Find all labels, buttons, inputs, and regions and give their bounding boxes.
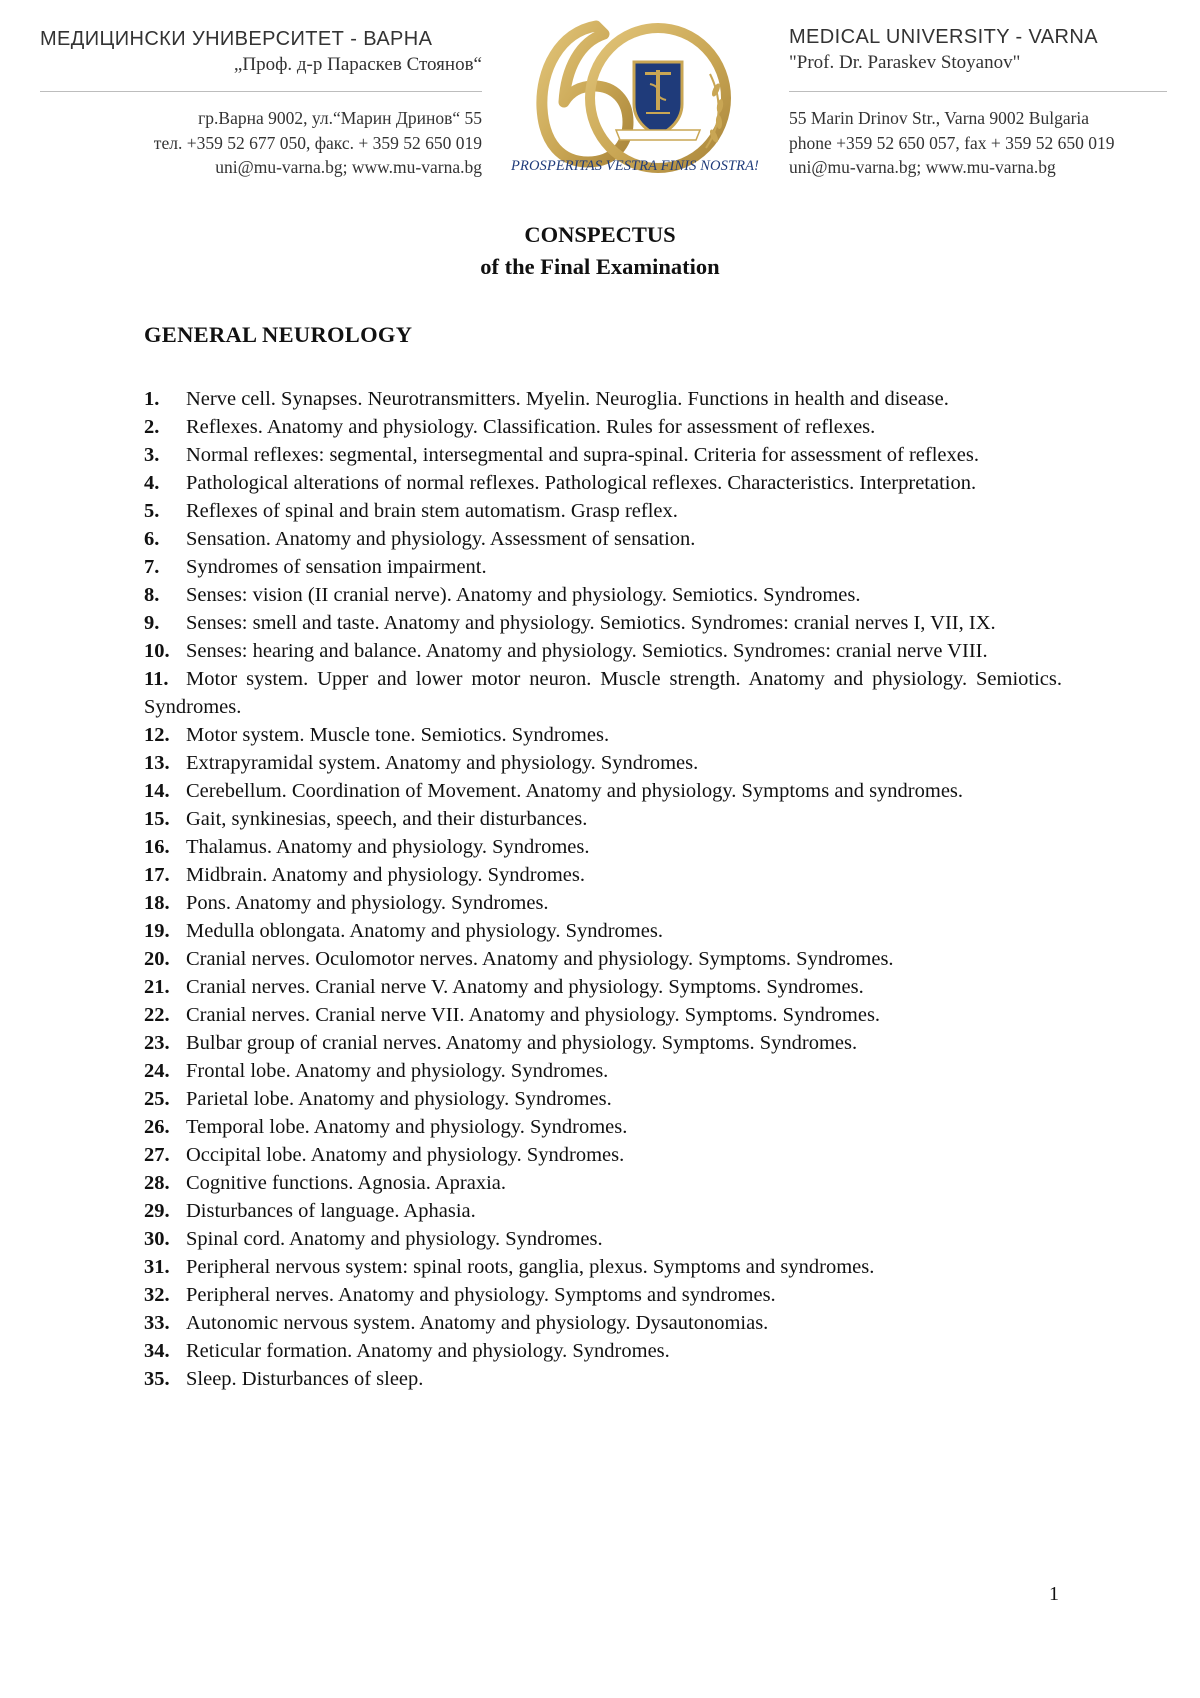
university-name-en: MEDICAL UNIVERSITY - VARNA — [789, 26, 1098, 48]
list-item-number: 15. — [144, 808, 170, 830]
list-item-text: Disturbances of language. Aphasia. — [186, 1200, 476, 1222]
list-item-text: Syndromes of sensation impairment. — [186, 556, 487, 578]
list-item-text: Temporal lobe. Anatomy and physiology. Syndromes. — [186, 1116, 628, 1138]
list-item-text: Cerebellum. Coordination of Movement. Anatomy and physiology. Symptoms and syndromes. — [186, 780, 964, 802]
list-item-text: Senses: hearing and balance. Anatomy and physiology. Semiotics. Syndromes: cranial nerve VIII. — [186, 640, 988, 662]
list-item — [144, 1029, 1062, 1057]
letterhead-right-contacts — [789, 106, 1189, 180]
anniversary-60-logo-icon — [500, 12, 770, 180]
web-bg[interactable]: uni@mu-varna.bg; www.mu-varna.bg — [215, 157, 482, 177]
list-item-text: Senses: smell and taste. Anatomy and physiology. Semiotics. Syndromes: cranial nerves I, VII, IX. — [186, 612, 996, 634]
list-item — [144, 721, 1062, 749]
list-item-text: Peripheral nerves. Anatomy and physiology. Symptoms and syndromes. — [186, 1284, 776, 1306]
list-item-number: 30. — [144, 1228, 170, 1250]
university-patron-bg: „Проф. д-р Параскев Стоянов“ — [233, 54, 482, 75]
list-item — [144, 385, 1062, 413]
list-item-text: Peripheral nervous system: spinal roots, ganglia, plexus. Symptoms and syndromes. — [186, 1256, 875, 1278]
list-item-text: Cranial nerves. Oculomotor nerves. Anatomy and physiology. Symptoms. Syndromes. — [186, 948, 894, 970]
list-item-number: 24. — [144, 1060, 170, 1082]
list-item — [144, 1225, 1062, 1253]
list-item-text: Senses: vision (II cranial nerve). Anatomy and physiology. Semiotics. Syndromes. — [186, 584, 861, 606]
list-item-number: 16. — [144, 836, 170, 858]
list-item-text: Parietal lobe. Anatomy and physiology. Syndromes. — [186, 1088, 612, 1110]
list-item-number: 18. — [144, 892, 170, 914]
list-item-text: Sleep. Disturbances of sleep. — [186, 1368, 424, 1390]
list-item — [144, 553, 1062, 581]
list-item-text: Extrapyramidal system. Anatomy and physiology. Syndromes. — [186, 752, 699, 774]
address-bg: гр.Варна 9002, ул.“Марин Дринов“ 55 — [198, 108, 482, 128]
university-name-bg: МЕДИЦИНСКИ УНИВЕРСИТЕТ - ВАРНА — [40, 28, 433, 50]
list-item-text: Normal reflexes: segmental, intersegmental and supra-spinal. Criteria for assessment of reflexes. — [186, 444, 979, 466]
list-item — [144, 1113, 1062, 1141]
list-item-number: 35. — [144, 1368, 170, 1390]
list-item — [144, 1253, 1062, 1281]
list-item-number: 8. — [144, 584, 160, 606]
list-item-number: 31. — [144, 1256, 170, 1278]
list-item-number: 9. — [144, 612, 160, 634]
list-item-text: Bulbar group of cranial nerves. Anatomy and physiology. Symptoms. Syndromes. — [186, 1032, 858, 1054]
list-item-number: 12. — [144, 724, 170, 746]
list-item — [144, 441, 1062, 469]
list-item — [144, 861, 1062, 889]
list-item — [144, 1057, 1062, 1085]
list-item-number: 2. — [144, 416, 160, 438]
title-line-2: of the Final Examination — [480, 254, 720, 279]
list-item-text: Spinal cord. Anatomy and physiology. Syndromes. — [186, 1228, 603, 1250]
title-line-1: CONSPECTUS — [524, 222, 676, 247]
list-item-number: 26. — [144, 1116, 170, 1138]
list-item — [144, 889, 1062, 917]
list-item — [144, 1365, 1062, 1393]
list-item-number: 14. — [144, 780, 170, 802]
topic-list — [144, 385, 1062, 1393]
university-patron-en: "Prof. Dr. Paraskev Stoyanov" — [789, 52, 1021, 73]
list-item — [144, 1001, 1062, 1029]
list-item-number: 29. — [144, 1200, 170, 1222]
list-item-number: 7. — [144, 556, 160, 578]
section-heading: GENERAL NEUROLOGY — [144, 322, 413, 347]
list-item — [144, 1309, 1062, 1337]
list-item-text: Midbrain. Anatomy and physiology. Syndromes. — [186, 864, 585, 886]
list-item — [144, 973, 1062, 1001]
document-title — [0, 219, 1200, 283]
list-item — [144, 1337, 1062, 1365]
list-item — [144, 945, 1062, 973]
list-item — [144, 1141, 1062, 1169]
list-item-number: 34. — [144, 1340, 170, 1362]
list-item-number: 13. — [144, 752, 170, 774]
list-item — [144, 1197, 1062, 1225]
phone-en: phone +359 52 650 057, fax + 359 52 650 019 — [789, 132, 1115, 153]
list-item-number: 11. — [144, 668, 169, 690]
list-item-text: Reflexes. Anatomy and physiology. Classification. Rules for assessment of reflexes. — [186, 416, 876, 438]
list-item-number: 33. — [144, 1312, 170, 1334]
page-number: 1 — [1049, 1583, 1059, 1605]
list-item-number: 23. — [144, 1032, 170, 1054]
list-item — [144, 805, 1062, 833]
web-en[interactable]: uni@mu-varna.bg; www.mu-varna.bg — [789, 157, 1056, 177]
list-item-text: Reflexes of spinal and brain stem automatism. Grasp reflex. — [186, 500, 678, 522]
list-item — [144, 497, 1062, 525]
list-item — [144, 917, 1062, 945]
list-item-text: Reticular formation. Anatomy and physiology. Syndromes. — [186, 1340, 670, 1362]
list-item-number: 19. — [144, 920, 170, 942]
list-item-number: 6. — [144, 528, 160, 550]
list-item-number: 5. — [144, 500, 160, 522]
list-item-number: 10. — [144, 640, 170, 662]
list-item-text: Motor system. Muscle tone. Semiotics. Syndromes. — [186, 724, 610, 746]
list-item-text: Pathological alterations of normal reflexes. Pathological reflexes. Characteristics. Interpretation. — [186, 472, 977, 494]
list-item — [144, 749, 1062, 777]
list-item-number: 27. — [144, 1144, 170, 1166]
list-item-number: 28. — [144, 1172, 170, 1194]
list-item-number: 3. — [144, 444, 160, 466]
list-item — [144, 609, 1062, 637]
list-item — [144, 581, 1062, 609]
list-item-text: Cranial nerves. Cranial nerve VII. Anatomy and physiology. Symptoms. Syndromes. — [186, 1004, 881, 1026]
list-item-text: Cranial nerves. Cranial nerve V. Anatomy and physiology. Symptoms. Syndromes. — [186, 976, 864, 998]
logo-motto: PROSPERITAS VESTRA FINIS NOSTRA! — [511, 158, 759, 174]
list-item-text: Pons. Anatomy and physiology. Syndromes. — [186, 892, 549, 914]
list-item-number: 1. — [144, 388, 160, 410]
list-item — [144, 1169, 1062, 1197]
list-item-number: 22. — [144, 1004, 170, 1026]
list-item-text: Gait, synkinesias, speech, and their disturbances. — [186, 808, 588, 830]
list-item-text: Thalamus. Anatomy and physiology. Syndromes. — [186, 836, 590, 858]
list-item-number: 25. — [144, 1088, 170, 1110]
list-item-text: Sensation. Anatomy and physiology. Assessment of sensation. — [186, 528, 696, 550]
list-item-text: Occipital lobe. Anatomy and physiology. Syndromes. — [186, 1144, 625, 1166]
list-item — [144, 413, 1062, 441]
list-item-text: Autonomic nervous system. Anatomy and physiology. Dysautonomias. — [186, 1312, 769, 1334]
list-item — [144, 525, 1062, 553]
letterhead — [0, 0, 1200, 190]
letterhead-divider-left — [40, 91, 482, 92]
list-item — [144, 833, 1062, 861]
list-item — [144, 1281, 1062, 1309]
list-item-text: Cognitive functions. Agnosia. Apraxia. — [186, 1172, 506, 1194]
phone-bg: тел. +359 52 677 050, факс. + 359 52 650 019 — [153, 132, 482, 153]
list-item-number: 4. — [144, 472, 160, 494]
list-item — [144, 1085, 1062, 1113]
letterhead-left-name-block — [40, 26, 482, 78]
letterhead-right-name-block — [789, 24, 1169, 76]
list-item — [144, 665, 1062, 721]
list-item — [144, 777, 1062, 805]
list-item-number: 21. — [144, 976, 170, 998]
list-item-number: 20. — [144, 948, 170, 970]
list-item — [144, 469, 1062, 497]
list-item-text: Motor system. Upper and lower motor neuron. Muscle strength. Anatomy and physiology. Semiotics. Syndromes. — [144, 668, 1062, 718]
list-item-number: 32. — [144, 1284, 170, 1306]
letterhead-divider-right — [789, 91, 1167, 92]
list-item-text: Medulla oblongata. Anatomy and physiology. Syndromes. — [186, 920, 663, 942]
letterhead-left-contacts — [40, 106, 482, 180]
list-item-number: 17. — [144, 864, 170, 886]
list-item-text: Nerve cell. Synapses. Neurotransmitters. Myelin. Neuroglia. Functions in health and disease. — [186, 388, 949, 410]
list-item-text: Frontal lobe. Anatomy and physiology. Syndromes. — [186, 1060, 609, 1082]
address-en: 55 Marin Drinov Str., Varna 9002 Bulgaria — [789, 108, 1090, 128]
list-item — [144, 637, 1062, 665]
